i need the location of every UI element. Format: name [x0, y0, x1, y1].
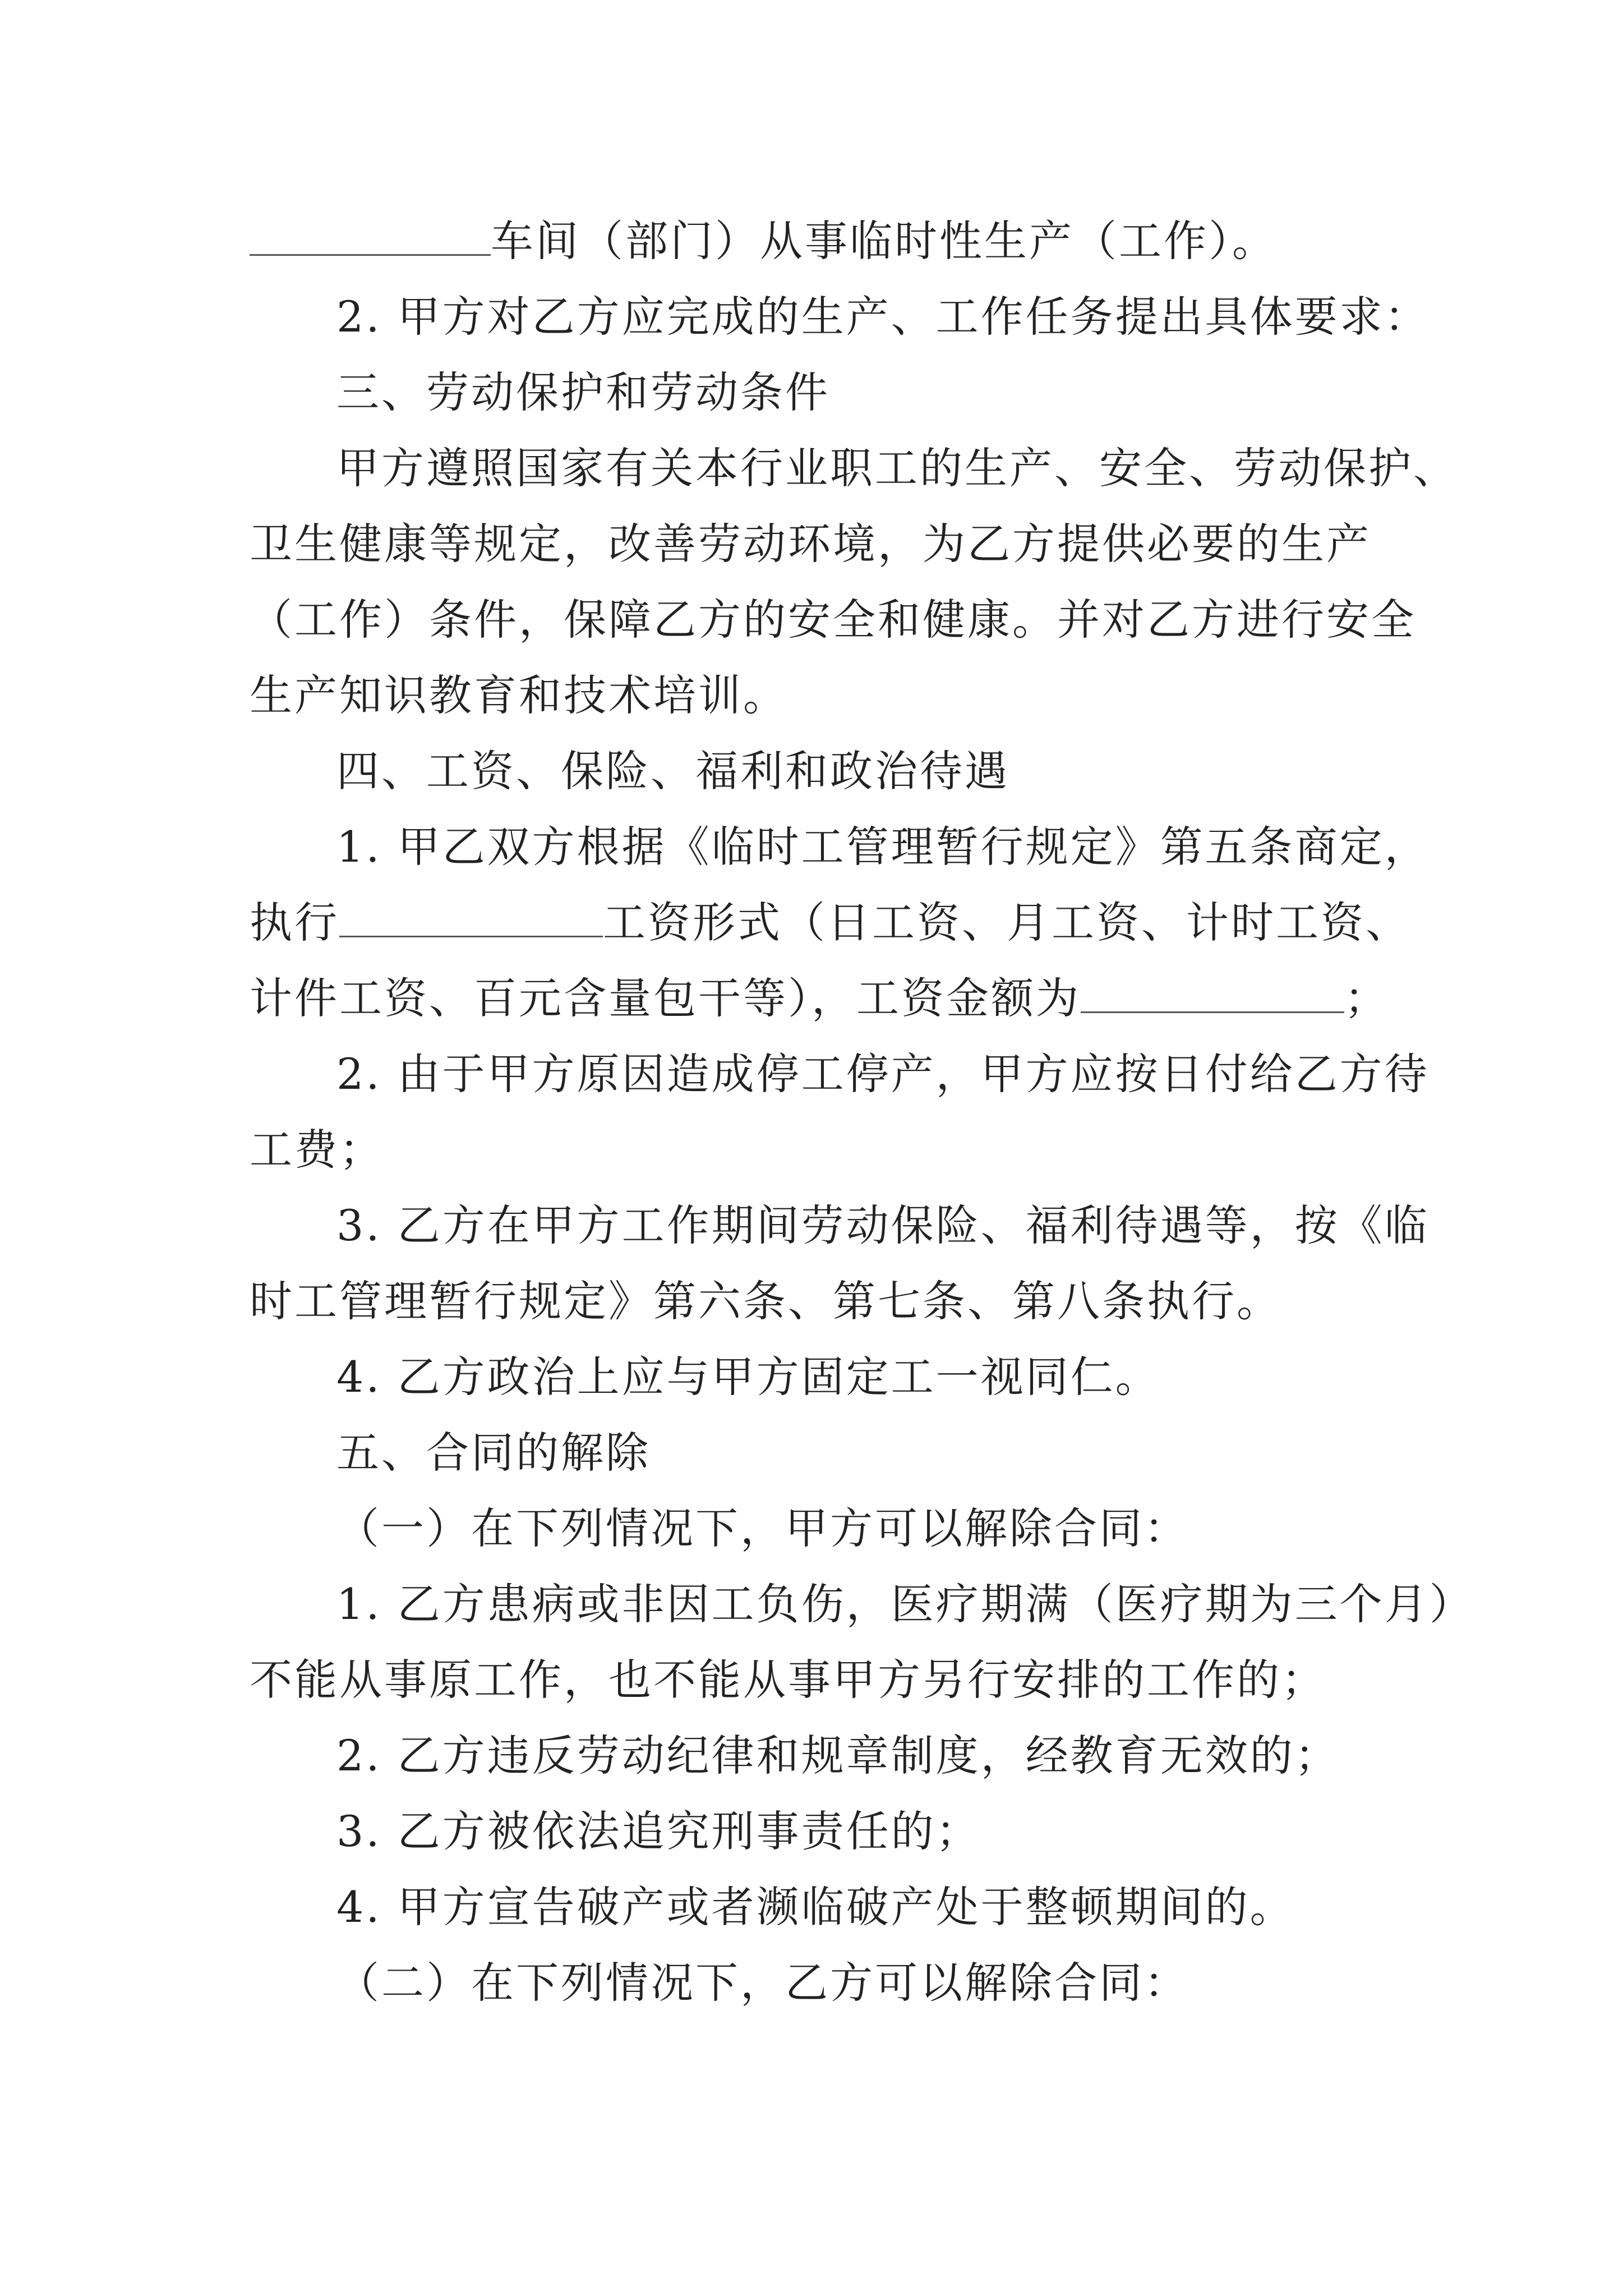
text-line: 时工管理暂行规定》第六条、第七条、第八条执行。 [250, 1276, 1281, 1326]
text-line: 工费； [250, 1125, 384, 1175]
text-line: （工作）条件，保障乙方的安全和健康。并对乙方进行安全 [250, 595, 1416, 645]
fill-in-blank[interactable] [1081, 976, 1344, 1013]
text-line: 2. 由于甲方原因造成停工停产，甲方应按日付给乙方待 [336, 1049, 1430, 1099]
fill-in-blank[interactable] [339, 900, 603, 937]
section-heading: 五、合同的解除 [336, 1428, 651, 1478]
text-line: 生产知识教育和技术培训。 [250, 670, 788, 720]
text-line: 2. 乙方违反劳动纪律和规章制度，经教育无效的； [336, 1731, 1340, 1780]
section-heading: 四、工资、保险、福利和政治待遇 [336, 746, 1009, 796]
line-text: 车间（部门）从事临时性生产（工作）。 [491, 216, 1277, 266]
line-text: ； [1344, 973, 1389, 1023]
text-line: 卫生健康等规定，改善劳动环境，为乙方提供必要的生产 [250, 519, 1371, 569]
text-line: 甲方遵照国家有关本行业职工的生产、安全、劳动保护、 [336, 443, 1458, 493]
section-heading: 三、劳动保护和劳动条件 [336, 367, 830, 417]
subsection-heading: （二）在下列情况下，乙方可以解除合同： [336, 1958, 1189, 2008]
line-text: 计件工资、百元含量包干等），工资金额为 [250, 973, 1081, 1023]
text-line [250, 970, 1389, 1027]
text-line [250, 895, 1410, 951]
line-text: 执行 [250, 898, 339, 947]
text-line: 不能从事原工作，也不能从事甲方另行安排的工作的； [250, 1655, 1326, 1705]
text-line: 1. 甲乙双方根据《临时工管理暂行规定》第五条商定， [336, 822, 1430, 872]
fill-in-blank[interactable] [250, 218, 491, 256]
text-line [250, 213, 1277, 269]
text-line: 4. 甲方宣告破产或者濒临破产处于整顿期间的。 [336, 1882, 1295, 1932]
text-line: 3. 乙方被依法追究刑事责任的； [336, 1806, 981, 1856]
text-line: 3. 乙方在甲方工作期间劳动保险、福利待遇等，按《临 [336, 1200, 1430, 1250]
text-line: 2. 甲方对乙方应完成的生产、工作任务提出具体要求： [336, 292, 1430, 342]
line-text: 工资形式（日工资、月工资、计时工资、 [603, 898, 1410, 947]
text-line: 4. 乙方政治上应与甲方固定工一视同仁。 [336, 1352, 1160, 1402]
subsection-heading: （一）在下列情况下，甲方可以解除合同： [336, 1503, 1189, 1553]
text-line: 1. 乙方患病或非因工负伤，医疗期满（医疗期为三个月） [336, 1579, 1474, 1629]
